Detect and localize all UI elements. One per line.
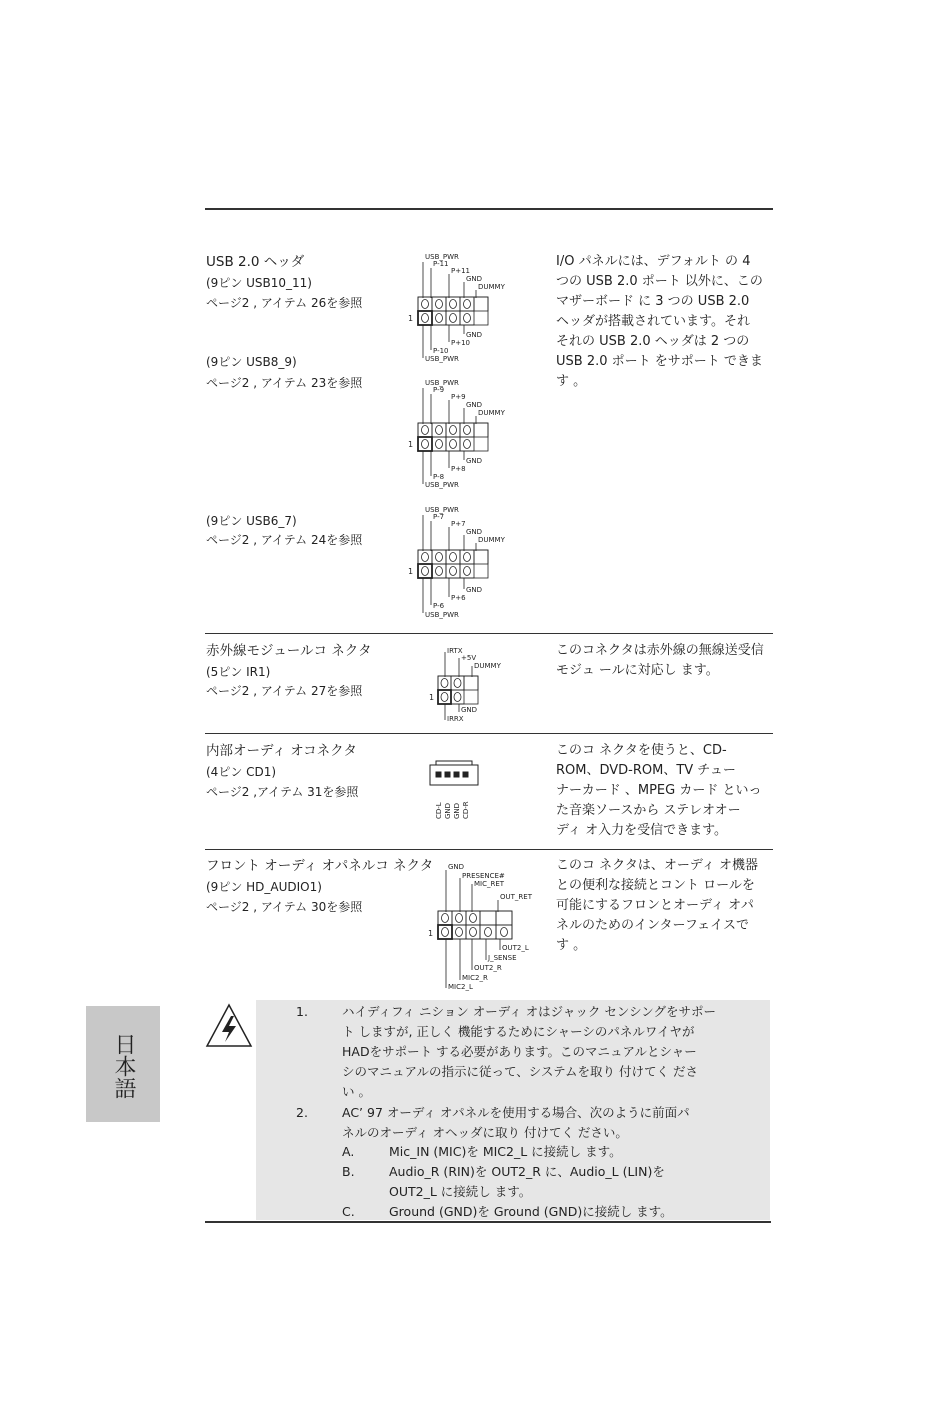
section-divider — [205, 633, 773, 634]
note-1-line: ト しますが, 正しく 機能するためにシャーシのパネルワイヤが — [342, 1024, 695, 1039]
usb-header3-ref: ページ2 , アイテム 24を参照 — [206, 533, 363, 547]
svg-text:1: 1 — [408, 314, 414, 323]
usb-desc-line: つの USB 2.0 ポート 以外に、この — [556, 274, 763, 289]
hd-label-mic2-l: MIC2_L — [448, 983, 473, 991]
ir-label-dummy: DUMMY — [474, 662, 501, 670]
cd-connector-diagram — [426, 757, 486, 819]
cd-label-gnd1: GND — [444, 802, 452, 819]
hd-desc-line: ネルのためのインターフェイスで — [556, 918, 750, 933]
svg-text:1: 1 — [429, 693, 435, 702]
hd-desc-line: このコ ネクタは、オーディ オ機器 — [556, 858, 758, 873]
hd-description — [556, 856, 776, 956]
hd-pins: (9ピン HD_AUDIO1) — [206, 880, 322, 894]
ir-desc-line: モジュ ールに対応し ます。 — [556, 663, 719, 678]
note-2-line: AC’ 97 オーディ オパネルを使用する場合、次のように前面パ — [342, 1105, 690, 1120]
note-a-text: Mic_IN (MIC)を MIC2_L に接続し ます。 — [389, 1144, 622, 1159]
hd-desc-line: す 。 — [556, 938, 587, 953]
note-b-text: Audio_R (RIN)を OUT2_R に、Audio_L (LIN)を — [389, 1164, 665, 1179]
usb-desc-line: それの USB 2.0 ヘッダは 2 つの — [556, 334, 750, 349]
usb1-label-dummy: DUMMY — [478, 283, 505, 291]
hd-title: フロント オーディ オパネルコ ネクタ — [206, 858, 434, 874]
usb-header2-diagram — [408, 376, 518, 491]
warning-icon — [204, 1002, 254, 1050]
usb3-label-pwr-top: USB_PWR — [425, 506, 459, 514]
usb3-label-pplus: P+7 — [451, 520, 466, 528]
usb1-label-pwr-top: USB_PWR — [425, 253, 459, 261]
usb-desc-line: I/O パネルには、デフォルト の 4 — [556, 254, 751, 269]
note-a-number: A. — [342, 1144, 355, 1159]
usb-desc-line: ヘッダが搭載されています。それ — [556, 314, 750, 329]
usb2-label-dummy: DUMMY — [478, 409, 505, 417]
usb2-label-pplus-bottom: P+8 — [451, 465, 466, 473]
note-2-line: ネルのオーディ オヘッダに取り 付けてく ださい。 — [342, 1125, 628, 1140]
note-1-line: ハイディフィ ニション オーディ オはジャック センシングをサポー — [342, 1004, 717, 1019]
usb2-label-gnd-bottom: GND — [466, 457, 483, 465]
svg-text:1: 1 — [428, 929, 434, 938]
usb-desc-line: す 。 — [556, 374, 587, 389]
ir-desc-line: このコネクタは赤外線の無線送受信 — [556, 643, 764, 658]
note-b-number: B. — [342, 1164, 355, 1179]
usb-desc-line: USB 2.0 ポート をサポート できま — [556, 354, 763, 369]
ir-pins: (5ピン IR1) — [206, 665, 271, 679]
hd-label-presence: PRESENCE# — [462, 872, 505, 880]
hd-label-out2-r: OUT2_R — [474, 964, 502, 972]
note-b-text-cont: OUT2_L に接続し ます。 — [389, 1184, 532, 1199]
usb2-label-pplus: P+9 — [451, 393, 466, 401]
usb-header1-diagram — [408, 250, 518, 365]
section-divider — [205, 849, 773, 850]
top-rule — [205, 208, 773, 210]
usb2-label-pminus: P-9 — [433, 386, 445, 394]
usb3-label-gnd-bottom: GND — [466, 586, 483, 594]
usb1-label-gnd-bottom: GND — [466, 331, 483, 339]
usb1-label-pminus: P-11 — [433, 260, 449, 268]
hd-desc-line: 可能にするフロンとオーディ オパ — [556, 898, 754, 913]
usb-header1-pins: (9ピン USB10_11) — [206, 276, 312, 290]
note-c-text: Ground (GND)を Ground (GND)に接続し ます。 — [389, 1204, 673, 1219]
cd-title: 内部オーディ オコネクタ — [206, 743, 357, 759]
cd-label-gnd2: GND — [453, 802, 461, 819]
hd-label-mic-ret: MIC_RET — [474, 880, 505, 888]
note-2-number: 2. — [296, 1105, 308, 1120]
usb-description — [556, 252, 776, 392]
usb-header2-ref: ページ2 , アイテム 23を参照 — [206, 376, 363, 390]
language-label: 日本語 — [111, 1033, 136, 1099]
ir-ref: ページ2 , アイテム 27を参照 — [206, 684, 363, 698]
ir-label-gnd: GND — [461, 706, 478, 714]
svg-text:1: 1 — [408, 567, 414, 576]
language-side-tab — [86, 1006, 160, 1122]
cd-desc-line: た音楽ソースから ステレオオー — [556, 803, 741, 818]
hd-label-out-ret: OUT_RET — [500, 893, 532, 901]
usb-header1-ref: ページ2 , アイテム 26を参照 — [206, 296, 363, 310]
section-divider — [205, 733, 773, 734]
svg-text:1: 1 — [408, 440, 414, 449]
note-1-number: 1. — [296, 1004, 308, 1019]
ir-label-irtx: IRTX — [447, 647, 463, 655]
usb-title: USB 2.0 ヘッダ — [206, 254, 305, 270]
hd-label-gnd: GND — [448, 863, 465, 871]
usb2-label-pminus-bottom: P-8 — [433, 473, 445, 481]
cd-desc-line: ROM、DVD-ROM、TV チュー — [556, 763, 736, 778]
usb1-label-pminus-bottom: P-10 — [433, 347, 449, 355]
hd-desc-line: との便利な接続とコント ロールを — [556, 878, 755, 893]
ir-label-5v: +5V — [461, 654, 477, 662]
cd-pins: (4ピン CD1) — [206, 765, 277, 779]
usb3-label-pminus-bottom: P-6 — [433, 602, 445, 610]
note-1-line: HADをサポート する必要があります。このマニュアルとシャー — [342, 1044, 697, 1059]
usb1-label-pplus-bottom: P+10 — [451, 339, 470, 347]
usb3-label-pplus-bottom: P+6 — [451, 594, 466, 602]
usb1-label-gnd-top: GND — [466, 275, 483, 283]
usb3-label-dummy: DUMMY — [478, 536, 505, 544]
usb3-label-gnd-top: GND — [466, 528, 483, 536]
usb-header2-pins: (9ピン USB8_9) — [206, 355, 297, 369]
usb-desc-line: マザーボード に 3 つの USB 2.0 — [556, 294, 750, 309]
cd-desc-line: ナーカード 、MPEG カード といっ — [556, 783, 762, 798]
hd-label-out2-l: OUT2_L — [502, 944, 529, 952]
cd-label-r: CD-R — [462, 801, 470, 819]
usb-header3-pins: (9ピン USB6_7) — [206, 514, 297, 528]
cd-label-l: CD-L — [435, 802, 443, 819]
usb3-label-pminus: P-7 — [433, 513, 445, 521]
usb1-label-pplus: P+11 — [451, 267, 470, 275]
usb2-label-pwr-bottom: USB_PWR — [425, 481, 459, 489]
ir-connector-diagram — [428, 644, 518, 724]
ir-label-irrx: IRRX — [447, 715, 464, 723]
ir-title: 赤外線モジュールコ ネクタ — [206, 643, 372, 659]
hd-label-mic2-r: MIC2_R — [462, 974, 488, 982]
note-1-line: シのマニュアルの指示に従って、システムを取り 付けてく ださ — [342, 1064, 698, 1079]
cd-desc-line: このコ ネクタを使うと、CD- — [556, 743, 727, 758]
note-c-number: C. — [342, 1204, 355, 1219]
usb1-label-pwr-bottom: USB_PWR — [425, 355, 459, 363]
hd-ref: ページ2 , アイテム 30を参照 — [206, 900, 363, 914]
usb-header3-diagram — [408, 503, 518, 623]
usb2-label-pwr-top: USB_PWR — [425, 379, 459, 387]
cd-description — [556, 741, 776, 841]
cd-desc-line: ディ オ入力を受信できます。 — [556, 823, 728, 838]
bottom-rule — [205, 1221, 771, 1223]
usb2-label-gnd-top: GND — [466, 401, 483, 409]
note-1-line: い 。 — [342, 1084, 371, 1099]
ir-description — [556, 641, 776, 681]
usb3-label-pwr-bottom: USB_PWR — [425, 611, 459, 619]
cd-ref: ページ2 ,アイテム 31を参照 — [206, 785, 359, 799]
hd-label-j-sense: J_SENSE — [488, 954, 517, 962]
hd-audio-diagram — [428, 858, 540, 998]
